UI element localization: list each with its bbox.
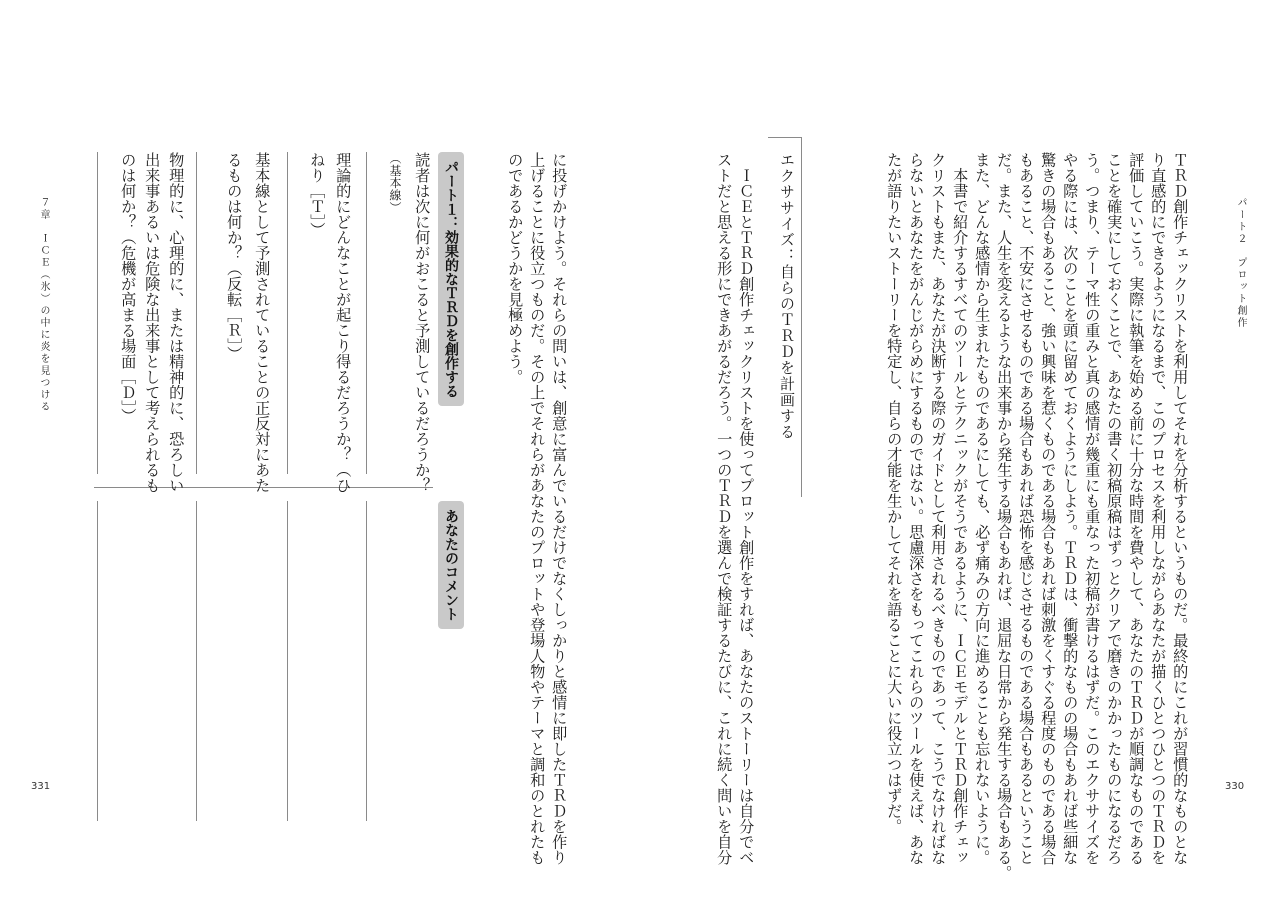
body-column: 評価していこう。実際に執筆を始める前に十分な時間を費やして、あなたのＴＲＤが順調なものである	[1127, 152, 1146, 865]
comment-separator	[196, 501, 197, 821]
question-text: 読者は次に何がおこると予測しているだろうか？	[413, 152, 432, 493]
body-column: クリストもまた、あなたが決断する際のガイドとして利用されるべきものであって、こうでなければな	[929, 152, 948, 865]
body-column: らないとあなたをがんじがらめにするものではない。思慮深さをもってこれらのツールを使えば、あな	[907, 152, 926, 865]
body-column: また、どんな感情から生まれたものであるにしても、必ず痛みの方向に進めることも忘れないように。	[973, 152, 992, 865]
heading-rule-top	[768, 137, 802, 138]
body-column: ことを確実にしておくことで、あなたの書く初稿原稿はずっとクリアで磨きのかかったものになるだろ	[1105, 152, 1124, 865]
body-column: う。つまり、テーマ性の重みと真の感情が幾重にも重なった初稿が書けるはずだ。このエクササイズを	[1083, 152, 1102, 865]
body-column: だ。また、人生を変えるような出来事から発生する場合もあれば、退屈な日常から発生する場合もある。	[995, 152, 1014, 881]
question-text: るものは何か？（反転［Ｒ］）	[225, 152, 244, 362]
question-separator	[196, 152, 197, 474]
body-column: に投げかけよう。それらの問いは、創意に富んでいるだけでなくしっかりと感情に即したＴＲＤを作り	[550, 152, 569, 865]
running-head-right: パート２ プロット創作	[1235, 197, 1246, 329]
page-number-left: 331	[31, 781, 51, 792]
body-column: ＴＲＤ創作チェックリストを利用してそれを分析するというものだ。最終的にこれが習慣的なものとな	[1171, 152, 1190, 865]
exercise-heading: エクササイズ：自らのＴＲＤを計画する	[778, 152, 796, 440]
body-column: ＩＣＥとＴＲＤ創作チェックリストを使ってプロット創作をすれば、あなたのストーリーは自分でベ	[737, 152, 756, 865]
page-number-right: 330	[1225, 781, 1245, 792]
question-separator	[366, 152, 367, 474]
body-column: 驚きの場合もあること、強い興味を惹くものである場合もあれば刺激をくすぐる程度のものである場合	[1039, 152, 1058, 865]
comment-label: あなたのコメント	[438, 501, 464, 629]
heading-rule-side	[801, 137, 802, 497]
body-column: のであるかどうかを見極めよう。	[506, 152, 525, 385]
question-text: 理論的にどんなことが起こり得るだろうか？（ひ	[334, 152, 353, 493]
body-column: り直感的にできるようになるまで、このプロセスを利用しながらあなたが描くひとつひとつのＴＲＤを	[1149, 152, 1168, 865]
question-text: ねり［Ｔ］）	[308, 152, 327, 238]
question-separator	[287, 152, 288, 474]
question-text: のは何か？（危機が高まる場面［Ｄ］）	[119, 152, 138, 424]
question-separator	[97, 152, 98, 474]
running-head-left: ７章 ＩＣＥ（氷）の中に炎を見つける	[38, 197, 49, 413]
comment-separator	[366, 501, 367, 821]
body-column: 本書で紹介するすべてのツールとテクニックがそうであるように、ＩＣＥモデルとＴＲＤ創作チェッ	[951, 152, 970, 865]
question-text: 物理的に、心理的に、または精神的に、恐ろしい	[167, 152, 186, 493]
comment-separator	[287, 501, 288, 821]
body-column: たが語りたいストーリーを特定し、自らの才能を生かしてそれを語ることに大いに役立つはずだ。	[885, 152, 904, 834]
body-column: やる際には、次のことを頭に留めておくようにしよう。ＴＲＤは、衝撃的なものの場合もあれば些細な	[1061, 152, 1080, 865]
question-note: （基本線）	[388, 152, 402, 214]
comment-separator	[97, 501, 98, 821]
body-column: ストだと思える形にできあがるだろう。一つのＴＲＤを選んで検証するたびに、これに続く問いを自分	[715, 152, 734, 865]
part-label: パート１：効果的なＴＲＤを創作する	[438, 152, 464, 406]
question-text: 基本線として予測されていることの正反対にあた	[253, 152, 272, 493]
body-column: 上げることに役立つものだ。その上でそれらがあなたのプロットや登場人物やテーマと調和のとれたも	[528, 152, 547, 865]
question-text: 出来事あるいは危険な出来事として考えられるも	[143, 152, 162, 493]
body-column: もあること、不安にさせるものである場合もあれば恐怖を感じさせるものである場合もあるということ	[1017, 152, 1036, 865]
